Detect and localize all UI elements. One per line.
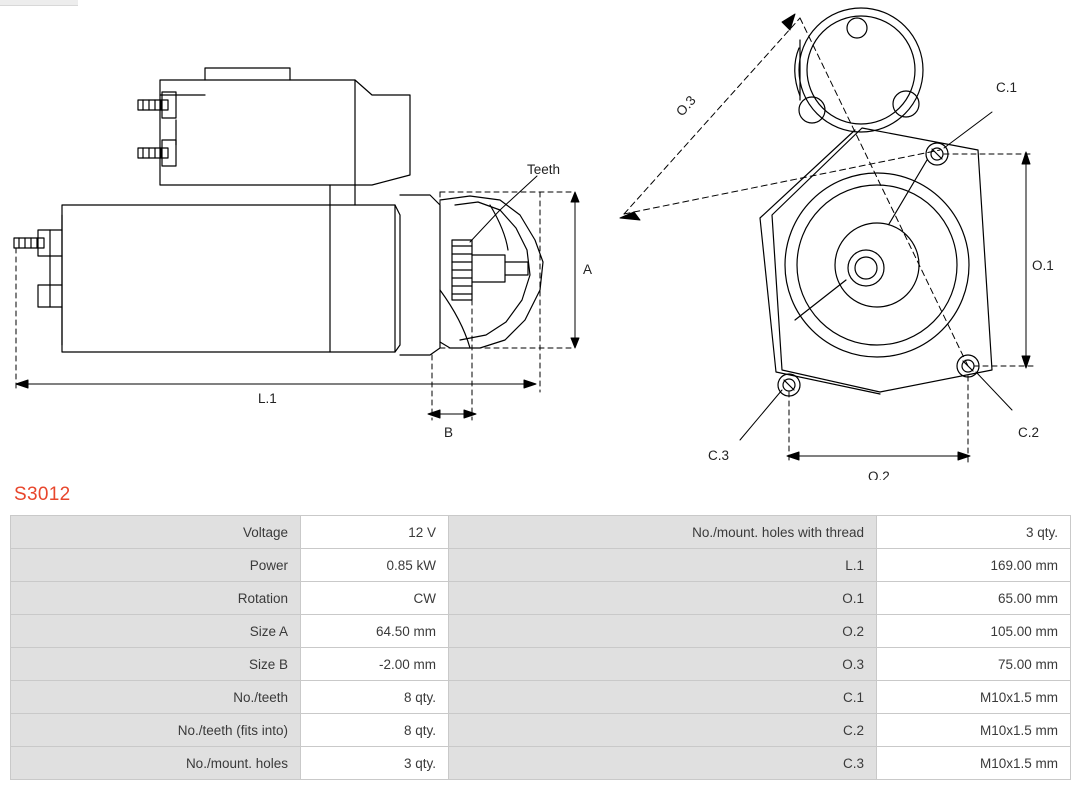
spec-label: O.3 xyxy=(449,648,877,681)
specifications-table xyxy=(10,515,1070,780)
label-c3: C.3 xyxy=(708,448,730,463)
spec-label: C.2 xyxy=(449,714,877,747)
spec-label: Power xyxy=(11,549,301,582)
spec-value: 8 qty. xyxy=(301,714,449,747)
spec-value: CW xyxy=(301,582,449,615)
table-row xyxy=(11,516,1071,549)
spec-label: C.1 xyxy=(449,681,877,714)
spec-label: C.3 xyxy=(449,747,877,780)
spec-value: 3 qty. xyxy=(301,747,449,780)
spec-label: Size A xyxy=(11,615,301,648)
spec-value: 3 qty. xyxy=(877,516,1071,549)
spec-value: M10x1.5 mm xyxy=(877,747,1071,780)
table-row xyxy=(11,582,1071,615)
spec-label: L.1 xyxy=(449,549,877,582)
label-o3: O.3 xyxy=(673,92,699,120)
table-row xyxy=(11,549,1071,582)
label-c2: C.2 xyxy=(1018,425,1040,440)
label-o2: O.2 xyxy=(868,469,890,480)
label-o1: O.1 xyxy=(1032,258,1054,273)
spec-value: 0.85 kW xyxy=(301,549,449,582)
spec-label: O.1 xyxy=(449,582,877,615)
label-b: B xyxy=(444,425,454,440)
spec-label: No./mount. holes xyxy=(11,747,301,780)
spec-label: Size B xyxy=(11,648,301,681)
table-row xyxy=(11,747,1071,780)
spec-value: 105.00 mm xyxy=(877,615,1071,648)
spec-value: 8 qty. xyxy=(301,681,449,714)
spec-label: Voltage xyxy=(11,516,301,549)
front-view-dimensions xyxy=(620,14,1034,464)
front-view-group xyxy=(760,8,992,396)
spec-value: -2.00 mm xyxy=(301,648,449,681)
table-row xyxy=(11,714,1071,747)
spec-label: No./mount. holes with thread xyxy=(449,516,877,549)
label-a: A xyxy=(583,262,593,277)
side-view-group xyxy=(14,68,543,355)
spec-value: 169.00 mm xyxy=(877,549,1071,582)
table-row xyxy=(11,681,1071,714)
spec-label: O.2 xyxy=(449,615,877,648)
spec-value: 65.00 mm xyxy=(877,582,1071,615)
table-row xyxy=(11,648,1071,681)
table-row xyxy=(11,615,1071,648)
label-c1: C.1 xyxy=(996,80,1018,95)
label-l1: L.1 xyxy=(258,391,277,406)
spec-value: 64.50 mm xyxy=(301,615,449,648)
page-title: S3012 xyxy=(14,484,71,505)
label-teeth: Teeth xyxy=(527,162,561,177)
spec-value: 75.00 mm xyxy=(877,648,1071,681)
spec-value: M10x1.5 mm xyxy=(877,714,1071,747)
spec-label: No./teeth xyxy=(11,681,301,714)
spec-value: 12 V xyxy=(301,516,449,549)
spec-label: Rotation xyxy=(11,582,301,615)
spec-value: M10x1.5 mm xyxy=(877,681,1071,714)
spec-label: No./teeth (fits into) xyxy=(11,714,301,747)
